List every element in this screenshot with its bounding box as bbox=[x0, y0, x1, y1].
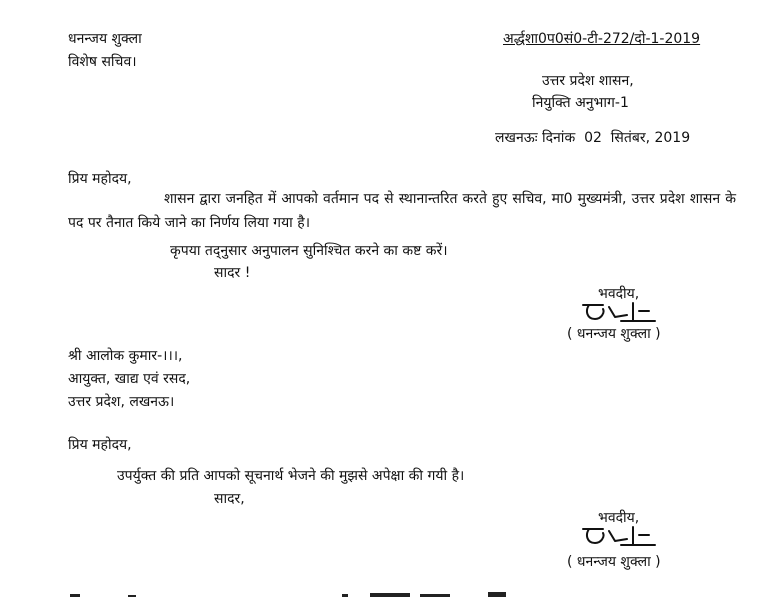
letter-2-yours: भवदीय, bbox=[598, 510, 640, 526]
letter-1-request: कृपया तद्नुसार अनुपालन सुनिश्चित करने का कष्ट करें। bbox=[170, 243, 448, 259]
place-date: लखनऊः दिनांक 02 सितंबर, 2019 bbox=[495, 130, 691, 146]
letter-1-signatory: ( धनन्जय शुक्ला ) bbox=[567, 326, 661, 342]
cropped-next-line bbox=[0, 590, 759, 599]
signature-1 bbox=[575, 301, 667, 325]
letter-1-yours: भवदीय, bbox=[598, 286, 640, 302]
salutation-1: प्रिय महोदय, bbox=[68, 171, 132, 187]
signature-2 bbox=[575, 525, 667, 549]
recipient-address: उत्तर प्रदेश, लखनऊ। bbox=[68, 394, 175, 410]
letter-2-body: उपर्युक्त की प्रति आपको सूचनार्थ भेजने की मुझसे अपेक्षा की गयी है। bbox=[117, 468, 465, 484]
letter-1-body: शासन द्वारा जनहित में आपको वर्तमान पद से स्थानान्तरित करते हुए सचिव, मा0 मुख्यमंत्री, उत्तर प्रदेश शासन के पद पर तैनात किये जाने का निर्णय लिया गया है। bbox=[68, 191, 736, 231]
office-line-1: उत्तर प्रदेश शासन, bbox=[542, 73, 634, 89]
reference-number: अर्द्धशा0प0सं0-टी-272/दो-1-2019 bbox=[503, 31, 701, 47]
recipient-designation: आयुक्त, खाद्य एवं रसद, bbox=[68, 371, 191, 387]
sender-designation: विशेष सचिव। bbox=[68, 54, 137, 70]
office-line-2: नियुक्ति अनुभाग-1 bbox=[532, 95, 629, 111]
letter-1-closing: सादर ! bbox=[214, 265, 251, 281]
letter-2-closing: सादर, bbox=[214, 491, 245, 507]
sender-name: धनन्जय शुक्ला bbox=[68, 31, 142, 47]
recipient-name: श्री आलोक कुमार-।।।, bbox=[68, 348, 183, 364]
letter-2-signatory: ( धनन्जय शुक्ला ) bbox=[567, 554, 661, 570]
salutation-2: प्रिय महोदय, bbox=[68, 437, 132, 453]
